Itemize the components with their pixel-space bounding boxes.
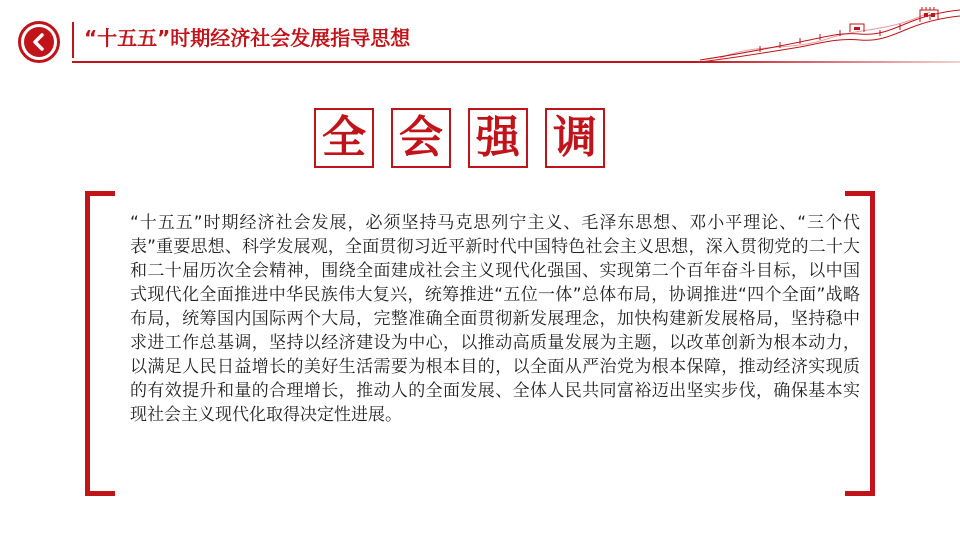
- heading-group: [314, 108, 605, 168]
- heading-char: 会: [399, 112, 443, 163]
- back-button-inner: [24, 27, 54, 57]
- heading-char: 全: [322, 112, 366, 163]
- content-paragraph: “十五五”时期经济社会发展，必须坚持马克思列宁主义、毛泽东思想、邓小平理论、“三个代表”重要思想、科学发展观，全面贯彻习近平新时代中国特色社会主义思想，深入贯彻党的二十大和二十届历次全会精神，围绕全面建成社会主义现代化强国、实现第二个百年奋斗目标，以中国式现代化全面推进中华民族伟大复兴，统筹推进“五位一体”总体布局，协调推进“四个全面”战略布局，统筹国内国际两个大局，完整准确全面贯彻新发展理念，加快构建新发展格局，坚持稳中求进工作总基调，坚持以经济建设为中心，以推动高质量发展为主题，以改革创新为根本动力，以满足人民日益增长的美好生活需要为根本目的，以全面从严治党为根本保障，推动经济实现质的有效提升和量的合理增长，推动人的全面发展、全体人民共同富裕迈出坚实步伐，确保基本实现社会主义现代化取得决定性进展。: [130, 213, 860, 425]
- heading-char-box: [314, 108, 374, 168]
- heading-char-box: [545, 108, 605, 168]
- frame-right-bar: [870, 191, 875, 496]
- frame-corner: [85, 191, 115, 196]
- frame-corner: [845, 491, 875, 496]
- heading-char: 强: [476, 112, 520, 163]
- chevron-left-icon: [30, 33, 48, 51]
- frame-corner: [845, 191, 875, 196]
- frame-left-bar: [85, 191, 90, 496]
- page-title: “十五五”时期经济社会发展指导思想: [84, 26, 411, 50]
- frame-corner: [85, 491, 115, 496]
- heading-char-box: [468, 108, 528, 168]
- heading-char-box: [391, 108, 451, 168]
- great-wall-icon: [700, 2, 960, 62]
- header-divider: [72, 22, 74, 58]
- heading-char: 调: [553, 112, 597, 163]
- back-button[interactable]: [18, 21, 60, 63]
